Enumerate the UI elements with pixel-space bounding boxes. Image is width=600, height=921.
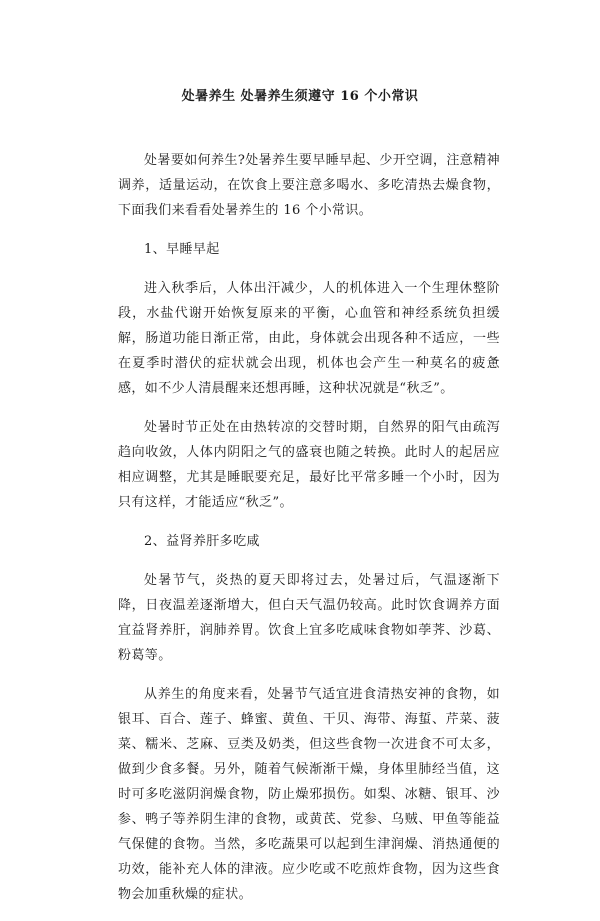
article-body xyxy=(118,148,500,921)
section-heading-salty-food: 2、益肾养肝多吃咸 xyxy=(144,534,260,549)
section-heading-early-sleep: 1、早睡早起 xyxy=(144,242,220,257)
page-title: 处暑养生 处暑养生须遵守 16 个小常识 xyxy=(181,89,419,104)
intro-paragraph: 处暑要如何养生?处暑养生要早睡早起、少开空调，注意精神调养，适量运动，在饮食上要注意多喝水、多吃清热去燥食物，下面我们来看看处暑养生的 16 个小常识。 xyxy=(118,153,500,218)
section-2-paragraph-1: 处暑节气，炎热的夏天即将过去，处暑过后，气温逐渐下降，日夜温差逐渐增大，但白天气温仍较高。此时饮食调养方面宜益肾养肝，润肺养胃。饮食上宜多吃咸味食物如荸荠、沙葛、粉葛等。 xyxy=(118,573,500,663)
section-1-paragraph-1: 进入秋季后，人体出汗减少，人的机体进入一个生理休整阶段，水盐代谢开始恢复原来的平衡，心血管和神经系统负担缓解，肠道功能日渐正常，由此，身体就会出现各种不适应，一些在夏季时潜伏的症状就会出现，机体也会产生一种莫名的疲惫感，如不少人清晨醒来还想再睡，这种状况就是“秋乏”。 xyxy=(118,281,500,396)
section-2-paragraph-2: 从养生的角度来看，处暑节气适宜进食清热安神的食物，如银耳、百合、莲子、蜂蜜、黄鱼、干贝、海带、海蜇、芹菜、菠菜、糯米、芝麻、豆类及奶类，但这些食物一次进食不可太多，做到少食多餐。另外，随着气候渐渐干燥，身体里肺经当值，这时可多吃滋阴润燥食物，防止燥邪损伤。如梨、冰糖、银耳、沙参、鸭子等养阴生津的食物，或黄芪、党参、乌贼、甲鱼等能益气保健的食物。当然，多吃蔬果可以起到生津润燥、消热通便的功效，能补充人体的津液。应少吃或不吃煎炸食物，因为这些食物会加重秋燥的症状。 xyxy=(118,687,500,902)
section-1-paragraph-2: 处暑时节正处在由热转凉的交替时期，自然界的阳气由疏泻趋向收敛，人体内阴阳之气的盛衰也随之转换。此时人的起居应相应调整，尤其是睡眠要充足，最好比平常多睡一个小时，因为只有这样，才能适应“秋乏”。 xyxy=(118,420,500,510)
